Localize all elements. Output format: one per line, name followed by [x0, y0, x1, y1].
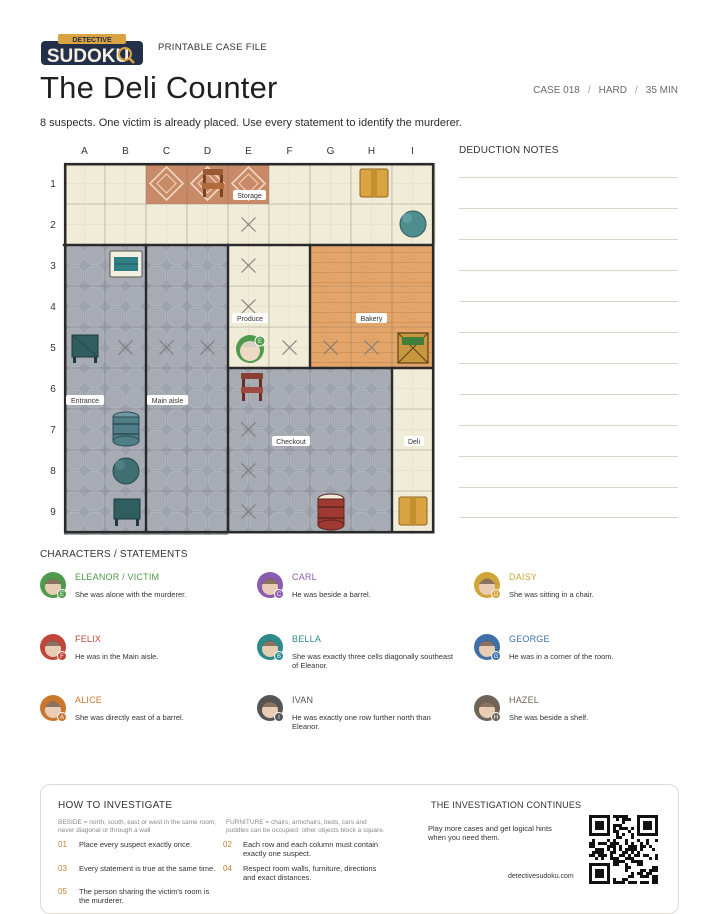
characters-title: CHARACTERS / STATEMENTS — [40, 549, 188, 560]
beside-definition: BESIDE = north, south, east or west in the same room; never diagonal or through a wall — [58, 819, 217, 834]
page-title: The Deli Counter — [40, 70, 278, 105]
meta-separator: / — [634, 85, 638, 96]
plant-icon — [113, 458, 139, 484]
column-header: F — [286, 146, 293, 157]
character-name: BELLA — [292, 634, 322, 644]
svg-text:Bakery: Bakery — [360, 316, 383, 323]
note-line[interactable] — [459, 208, 678, 209]
row-header: 6 — [50, 384, 56, 395]
meta-separator: / — [587, 85, 591, 96]
case-difficulty: HARD — [598, 85, 627, 96]
logo-top-text: DETECTIVE — [72, 37, 112, 44]
column-header: I — [411, 146, 414, 157]
row-header: 1 — [50, 179, 56, 190]
room-label-entrance — [66, 395, 104, 405]
rule-text: Respect room walls, furniture, directions and exact distances. — [243, 864, 377, 882]
how-to-investigate-title: HOW TO INVESTIGATE — [58, 800, 173, 811]
row-header: 8 — [50, 466, 56, 477]
rule-number: 03 — [58, 864, 67, 873]
website-link[interactable]: detectivesudoku.com — [508, 873, 574, 880]
character-name: FELIX — [75, 634, 102, 644]
room-label-produce — [232, 313, 268, 323]
case-number: CASE 018 — [533, 85, 580, 96]
svg-text:Main aisle: Main aisle — [151, 398, 184, 405]
character-name: ALICE — [75, 695, 103, 705]
continues-title: THE INVESTIGATION CONTINUES — [431, 800, 582, 810]
column-header: D — [203, 146, 212, 157]
continues-text: Play more cases and get logical hints when you need them. — [428, 824, 552, 842]
character-statement: She was beside a shelf. — [509, 713, 589, 722]
note-line[interactable] — [459, 332, 678, 333]
character-tag: B — [274, 651, 284, 661]
rule-number: 02 — [223, 840, 232, 849]
plant-icon — [400, 211, 426, 237]
note-line[interactable] — [459, 487, 678, 488]
character-tag: I — [274, 712, 284, 722]
note-line[interactable] — [459, 270, 678, 271]
barrel-icon — [113, 412, 139, 446]
rule-text: Place every suspect exactly once. — [79, 840, 192, 849]
note-line[interactable] — [459, 177, 678, 178]
victim-tag: E — [257, 339, 263, 345]
column-header: H — [367, 146, 376, 157]
note-line[interactable] — [459, 394, 678, 395]
qr-code-icon[interactable] — [589, 815, 658, 884]
column-header: G — [326, 146, 335, 157]
rule-text: The person sharing the victim's room is the murderer. — [79, 887, 210, 905]
rule-text: Every statement is true at the same time. — [79, 864, 216, 873]
row-header: 7 — [50, 425, 56, 436]
puzzle-board[interactable] — [64, 163, 436, 535]
case-meta — [533, 85, 678, 96]
character-name: IVAN — [292, 695, 314, 705]
character-tag: C — [274, 589, 284, 599]
svg-text:Checkout: Checkout — [276, 439, 306, 446]
box-icon — [399, 497, 427, 525]
barrel-icon — [318, 494, 344, 530]
crate-icon — [398, 333, 428, 363]
character-name: CARL — [292, 572, 317, 582]
room-label-storage — [233, 190, 266, 200]
box-icon — [360, 169, 388, 197]
character-name: ELEANOR / VICTIM — [75, 572, 160, 582]
character-tag: H — [491, 712, 501, 722]
row-header: 3 — [50, 261, 56, 272]
rule-text: Each row and each column must contain exactly one suspect. — [243, 840, 379, 858]
case-intro: 8 suspects. One victim is already placed. Use every statement to identify the murderer. — [40, 117, 462, 129]
rule-number: 04 — [223, 864, 232, 873]
character-statement: He was exactly one row further north than Eleanor. — [292, 713, 431, 731]
character-tag: F — [57, 651, 67, 661]
svg-text:Produce: Produce — [236, 316, 264, 323]
note-line[interactable] — [459, 301, 678, 302]
row-header: 4 — [50, 302, 56, 313]
svg-text:Entrance: Entrance — [70, 398, 100, 405]
column-header: C — [162, 146, 171, 157]
row-header: 9 — [50, 507, 56, 518]
character-tag: A — [57, 712, 67, 722]
character-tag: E — [57, 589, 67, 599]
character-name: GEORGE — [509, 634, 550, 644]
rule-number: 01 — [58, 840, 67, 849]
shelf-icon — [110, 251, 142, 277]
room-label-deli — [404, 436, 424, 446]
character-tag: G — [491, 651, 501, 661]
rule-number: 05 — [58, 887, 67, 896]
column-header: E — [245, 146, 252, 157]
column-header: A — [81, 146, 88, 157]
character-statement: She was directly east of a barrel. — [75, 713, 184, 722]
character-name: HAZEL — [509, 695, 540, 705]
room-label-main-aisle — [147, 395, 188, 405]
room-label-bakery — [356, 313, 387, 323]
room-label-checkout — [272, 436, 310, 446]
case-time: 35 MIN — [645, 85, 678, 96]
row-header: 5 — [50, 343, 56, 354]
note-line[interactable] — [459, 239, 678, 240]
character-tag: D — [491, 589, 501, 599]
column-header: B — [122, 146, 129, 157]
header-subtitle: PRINTABLE CASE FILE — [158, 42, 267, 53]
note-line[interactable] — [459, 363, 678, 364]
character-statement: He was in the Main aisle. — [75, 652, 159, 661]
svg-text:Storage: Storage — [237, 193, 262, 200]
note-line[interactable] — [459, 425, 678, 426]
note-line[interactable] — [459, 517, 678, 518]
svg-text:Deli: Deli — [407, 439, 421, 446]
row-header: 2 — [50, 220, 56, 231]
character-statement: She was alone with the murderer. — [75, 590, 187, 599]
logo-main-text: SUDOKU — [46, 46, 130, 67]
character-name: DAISY — [509, 572, 538, 582]
detective-sudoku-logo — [40, 33, 144, 67]
furniture-definition: FURNITURE = chairs, armchairs, beds, cars and puddles can be occupied; other objects block a square. — [226, 819, 385, 834]
note-line[interactable] — [459, 456, 678, 457]
deduction-notes-title: DEDUCTION NOTES — [459, 145, 559, 156]
character-statement: He was beside a barrel. — [292, 590, 371, 599]
character-statement: She was sitting in a chair. — [509, 590, 594, 599]
character-statement: She was exactly three cells diagonally southeast of Eleanor. — [292, 652, 453, 670]
character-statement: He was in a corner of the room. — [509, 652, 614, 661]
